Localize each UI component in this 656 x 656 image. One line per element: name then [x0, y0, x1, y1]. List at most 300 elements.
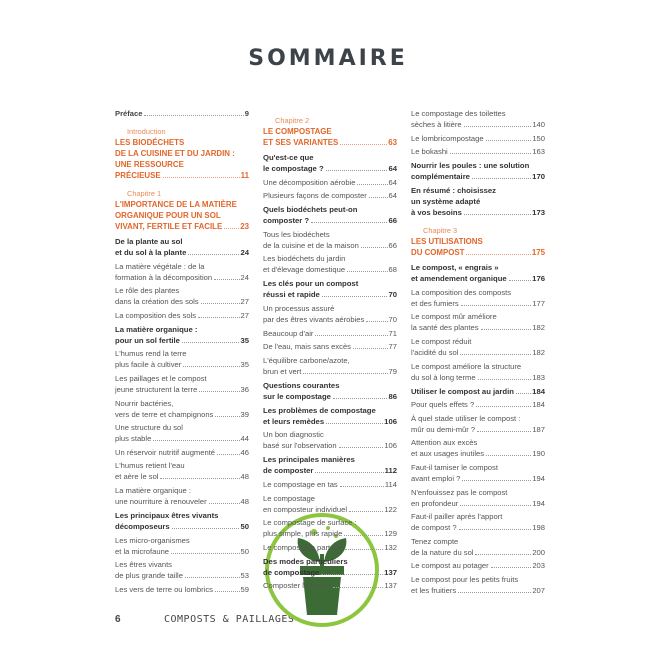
toc-chapter[interactable]	[263, 115, 397, 148]
page-ref: 194	[532, 498, 545, 508]
entry-text: dans la création des sols	[115, 297, 199, 307]
entry-text: de la cuisine et de la maison	[263, 240, 359, 250]
toc-item[interactable]	[115, 373, 249, 395]
entry-text: Des modes particuliers	[263, 556, 348, 566]
toc-item[interactable]	[115, 422, 249, 444]
dot-leader	[172, 521, 240, 529]
entry-text: Les paillages et le compost	[115, 373, 207, 383]
page-ref: 183	[532, 372, 545, 382]
toc-item[interactable]	[411, 133, 545, 144]
page-ref: 140	[532, 120, 545, 129]
entry-text: Le compostage en tas	[263, 479, 338, 489]
toc-item[interactable]	[263, 355, 397, 377]
dot-leader	[366, 314, 387, 322]
dot-leader	[326, 163, 388, 171]
dot-leader	[215, 584, 240, 592]
page-ref: 64	[388, 177, 397, 187]
dot-leader	[460, 498, 531, 506]
entry-text: À quel stade utiliser le compost :	[411, 413, 521, 423]
dot-leader	[460, 347, 531, 355]
toc-item[interactable]	[115, 348, 249, 370]
toc-section[interactable]	[263, 204, 397, 226]
dot-leader	[357, 177, 387, 185]
entry-text: Le compost améliore la structure	[411, 361, 522, 371]
toc-item[interactable]	[411, 413, 545, 435]
toc-section[interactable]	[263, 454, 397, 476]
entry-text: et du sol à la plante	[115, 248, 187, 257]
dot-leader	[486, 448, 531, 456]
page-ref: 68	[388, 265, 397, 275]
page-ref: 106	[384, 441, 397, 451]
page-ref: 36	[240, 384, 249, 394]
toc-section[interactable]	[263, 152, 397, 174]
entry-text: basé sur l'observation	[263, 441, 337, 451]
entry-text: complémentaire	[411, 172, 470, 182]
toc-item[interactable]	[263, 517, 397, 539]
entry-text: la santé des plantes	[411, 323, 479, 333]
entry-text: Les vers de terre ou lombrics	[115, 584, 213, 594]
page-ref: 59	[240, 584, 249, 594]
toc-item[interactable]	[411, 361, 545, 383]
toc-section[interactable]	[411, 160, 545, 182]
entry-text: Les principales manières	[263, 455, 355, 465]
page-ref: 79	[388, 366, 397, 376]
toc-column-2	[263, 108, 397, 594]
entry-text: Le compostage	[263, 493, 315, 503]
page-ref: 50	[240, 521, 249, 531]
toc-item[interactable]	[263, 328, 397, 339]
page-ref: 122	[384, 504, 397, 514]
dot-leader	[476, 399, 531, 407]
toc-section[interactable]	[115, 324, 249, 346]
entry-text: VIVANT, FERTILE ET FACILE	[115, 222, 223, 231]
page-ref: 175	[531, 248, 545, 258]
entry-text: Qu'est-ce que	[263, 153, 314, 162]
dot-leader	[353, 341, 388, 349]
page-ref: 70	[388, 314, 397, 324]
dot-leader	[185, 570, 240, 578]
dot-leader	[333, 580, 383, 588]
page-ref: 114	[384, 479, 397, 489]
page-ref: 24	[240, 248, 249, 257]
entry-text: L'humus rend la terre	[115, 349, 187, 359]
entry-text: N'enfouissez pas le compost	[411, 487, 508, 497]
dot-leader	[339, 440, 384, 448]
dot-leader	[349, 504, 383, 512]
page-ref: 200	[532, 547, 545, 557]
entry-text: et la microfaune	[115, 546, 170, 556]
toc-item[interactable]	[115, 485, 249, 507]
dot-leader	[486, 133, 532, 141]
toc-item[interactable]	[411, 311, 545, 333]
page-ref: 150	[532, 133, 545, 143]
dot-leader	[224, 221, 239, 229]
book-title: COMPOSTS & PAILLAGES	[164, 614, 295, 625]
entry-text: sur le compostage	[263, 391, 331, 401]
toc-item[interactable]	[411, 146, 545, 157]
page-ref: 203	[532, 561, 545, 571]
entry-text: Une structure du sol	[115, 423, 183, 433]
toc-item[interactable]	[263, 429, 397, 451]
toc-item[interactable]	[411, 574, 545, 596]
entry-text: Nourrir les poules : une solution	[411, 161, 530, 171]
entry-text: Nourrir bactéries,	[115, 398, 174, 408]
toc-item[interactable]	[411, 536, 545, 558]
page-ref: 198	[532, 523, 545, 533]
entry-text: le compostage ?	[263, 164, 324, 173]
entry-text: La matière organique :	[115, 324, 198, 334]
dot-leader	[315, 465, 383, 473]
dot-leader	[344, 528, 383, 536]
chapter-label: Chapitre 2	[275, 116, 310, 125]
dot-leader	[201, 296, 240, 304]
dot-leader	[333, 391, 388, 399]
entry-text: vers de terre et champignons	[115, 409, 214, 419]
dot-leader	[491, 560, 532, 568]
entry-text: Les problèmes de compostage	[263, 405, 376, 415]
entry-text: DE LA CUISINE ET DU JARDIN :	[115, 149, 235, 158]
entry-text: en profondeur	[411, 498, 459, 508]
entry-text: UNE RESSOURCE	[115, 160, 184, 169]
page-ref: 182	[532, 347, 545, 357]
entry-text: sèches à litière	[411, 120, 462, 129]
toc-chapter[interactable]	[115, 126, 249, 181]
entry-text: Le bokashi	[411, 147, 448, 157]
entry-text: et amendement organique	[411, 274, 507, 284]
entry-text: Un processus assuré	[263, 303, 335, 313]
dot-leader	[315, 328, 387, 336]
entry-text: L'équilibre carbone/azote,	[263, 355, 350, 365]
dot-leader	[345, 542, 384, 550]
dot-leader	[182, 335, 240, 343]
toc-item[interactable]	[263, 229, 397, 251]
entry-text: et d'élevage domestique	[263, 265, 346, 275]
entry-text: plus simple, plus rapide	[263, 529, 343, 539]
dot-leader	[450, 146, 532, 154]
entry-text: de compost ?	[411, 523, 457, 533]
page-ref: 35	[240, 335, 249, 345]
toc-item[interactable]	[263, 303, 397, 325]
entry-text: La matière végétale : de la	[115, 261, 205, 271]
entry-text: Tenez compte	[411, 536, 459, 546]
page-ref: 64	[388, 191, 397, 201]
page-ref: 70	[388, 290, 397, 300]
toc-item[interactable]	[263, 542, 397, 553]
entry-text: jeune structurent la terre	[115, 384, 198, 394]
entry-text: formation à la décomposition	[115, 272, 213, 282]
toc-section[interactable]	[411, 185, 545, 218]
dot-leader	[160, 471, 239, 479]
entry-text: de plus grande taille	[115, 571, 183, 581]
toc-section[interactable]	[263, 380, 397, 402]
entry-text: composter ?	[263, 216, 310, 226]
entry-text: Composter le fumier	[263, 581, 332, 591]
page-ref: 11	[240, 171, 249, 180]
toc-item[interactable]	[115, 310, 249, 321]
entry-text: Le rôle des plantes	[115, 286, 180, 296]
toc-item[interactable]	[411, 108, 545, 130]
toc-item[interactable]	[115, 535, 249, 557]
entry-text: Les micro-organismes	[115, 535, 190, 545]
toc-item[interactable]	[411, 462, 545, 484]
dot-leader	[459, 522, 532, 530]
entry-text: Les principaux êtres vivants	[115, 510, 219, 520]
entry-text: Les biodéchets du jardin	[263, 254, 346, 264]
dot-leader	[214, 272, 239, 280]
entry-text: LES BIODÉCHETS	[115, 138, 185, 147]
toc-item[interactable]	[263, 253, 397, 275]
page-ref: 48	[240, 496, 249, 506]
dot-leader	[462, 473, 531, 481]
toc-item[interactable]	[115, 447, 249, 458]
dot-leader	[516, 386, 531, 394]
entry-text: Beaucoup d'air	[263, 328, 314, 338]
toc-item[interactable]	[411, 336, 545, 358]
entry-text: un système adapté	[411, 197, 481, 207]
dot-leader	[509, 273, 531, 281]
entry-text: PRÉCIEUSE	[115, 171, 161, 180]
dot-leader	[477, 424, 531, 432]
toc-chapter[interactable]	[411, 225, 545, 258]
page-ref: 9	[244, 109, 249, 118]
toc-chapter[interactable]	[115, 188, 249, 232]
dot-leader	[478, 372, 532, 380]
page-ref: 64	[388, 164, 397, 173]
toc-item[interactable]	[411, 487, 545, 509]
dot-leader	[464, 207, 531, 215]
toc-item[interactable]	[263, 493, 397, 515]
page-ref: 106	[384, 416, 397, 426]
toc-column-1	[115, 108, 249, 597]
toc-section[interactable]	[115, 236, 249, 258]
entry-text: brun et vert	[263, 366, 302, 376]
entry-text: réussi et rapide	[263, 290, 320, 300]
page-ref: 129	[384, 529, 397, 539]
dot-leader	[171, 546, 240, 554]
page-ref: 71	[388, 328, 397, 338]
entry-text: Les clés pour un compost	[263, 279, 359, 289]
toc-item[interactable]	[411, 560, 545, 571]
entry-text: du sol à long terme	[411, 372, 476, 382]
page-ref: 190	[532, 449, 545, 459]
entry-text: Le compost pour les petits fruits	[411, 574, 519, 584]
entry-text: par des êtres vivants aérobies	[263, 314, 365, 324]
entry-text: Attention aux excès	[411, 438, 478, 448]
dot-leader	[340, 479, 384, 487]
toc-item[interactable]	[411, 437, 545, 459]
dot-leader	[458, 585, 531, 593]
entry-text: de la nature du sol	[411, 547, 474, 557]
page-ref: 177	[532, 298, 545, 308]
entry-text: De la plante au sol	[115, 237, 183, 246]
page-ref: 184	[532, 400, 545, 410]
page-ref: 132	[384, 542, 397, 552]
entry-text: Pour quels effets ?	[411, 400, 475, 410]
entry-text: Le compost réduit	[411, 336, 472, 346]
dot-leader	[217, 447, 240, 455]
page-ref: 24	[240, 272, 249, 282]
entry-text: Le lombricompostage	[411, 133, 484, 143]
page-ref: 35	[240, 360, 249, 370]
dot-leader	[321, 567, 383, 575]
dot-leader	[472, 171, 531, 179]
entry-text: La composition des sols	[115, 310, 197, 320]
dot-leader	[311, 215, 387, 223]
page-ref: 44	[240, 434, 249, 444]
entry-text: et des fumiers	[411, 298, 459, 308]
dot-leader	[347, 264, 387, 272]
page-ref: 23	[240, 222, 249, 231]
toc-item[interactable]	[263, 341, 397, 352]
dot-leader	[464, 119, 532, 127]
page-ref: 46	[240, 447, 249, 457]
toc-item[interactable]	[115, 398, 249, 420]
dot-leader	[199, 384, 239, 392]
chapter-label: Chapitre 1	[127, 189, 162, 198]
page-ref: 194	[532, 473, 545, 483]
dot-leader	[303, 366, 387, 374]
page-ref: 53	[240, 571, 249, 581]
toc-item[interactable]	[115, 559, 249, 581]
entry-text: Un réservoir nutritif augmenté	[115, 447, 216, 457]
dot-leader	[144, 108, 243, 116]
toc-item[interactable]	[115, 285, 249, 307]
page-ref: 163	[532, 147, 545, 157]
page-ref: 66	[388, 216, 397, 226]
dot-leader	[461, 298, 532, 306]
entry-text: une nourriture à renouveler	[115, 496, 207, 506]
chapter-label: Chapitre 3	[423, 226, 458, 236]
toc-section[interactable]	[263, 278, 397, 300]
dot-leader	[369, 190, 388, 198]
entry-text: plus stable	[115, 434, 152, 444]
toc-item[interactable]	[411, 287, 545, 309]
entry-text: et aère le sol	[115, 472, 159, 482]
dot-leader	[475, 547, 531, 555]
toc-item[interactable]	[115, 261, 249, 283]
entry-text: LES UTILISATIONS	[411, 237, 483, 247]
entry-text: L'IMPORTANCE DE LA MATIÈRE	[115, 200, 237, 209]
dot-leader	[215, 409, 239, 417]
entry-text: de compostage	[263, 567, 320, 577]
toc-item[interactable]	[263, 479, 397, 490]
toc-item[interactable]	[411, 399, 545, 410]
entry-text: Plusieurs façons de composter	[263, 191, 367, 201]
dot-leader	[163, 170, 240, 178]
dot-leader	[209, 496, 240, 504]
dot-leader	[322, 289, 388, 297]
entry-text: DU COMPOST	[411, 248, 465, 258]
page-ref: 187	[532, 424, 545, 434]
toc-item[interactable]	[115, 460, 249, 482]
entry-text: Un bon diagnostic	[263, 430, 324, 440]
entry-text: en composteur individuel	[263, 504, 348, 514]
dot-leader	[188, 247, 239, 255]
dot-leader	[361, 240, 388, 248]
toc-item[interactable]	[115, 108, 249, 119]
entry-text: ORGANIQUE POUR UN SOL	[115, 211, 221, 220]
entry-text: LE COMPOSTAGE	[263, 127, 332, 136]
toc-item[interactable]	[263, 177, 397, 188]
entry-text: Une décomposition aérobie	[263, 177, 356, 187]
toc-section[interactable]	[263, 405, 397, 427]
entry-text: mûr ou demi-mûr ?	[411, 424, 476, 434]
entry-text: Le compost au potager	[411, 561, 489, 571]
dot-leader	[153, 433, 239, 441]
entry-text: La matière organique :	[115, 485, 191, 495]
entry-text: Le compost, « engrais »	[411, 263, 499, 273]
dot-leader	[198, 310, 240, 318]
entry-text: plus facile à cultiver	[115, 360, 182, 370]
page-ref: 184	[532, 386, 545, 396]
entry-text: Questions courantes	[263, 380, 340, 390]
entry-text: décomposeurs	[115, 521, 170, 531]
entry-text: Faut-il tamiser le compost	[411, 462, 498, 472]
toc-section[interactable]	[115, 510, 249, 532]
page-title: SOMMAIRE	[248, 46, 408, 71]
chapter-label: Introduction	[127, 127, 166, 136]
entry-text: pour un sol fertile	[115, 335, 180, 345]
page-ref: 137	[384, 581, 397, 591]
page-ref: 182	[532, 323, 545, 333]
entry-text: l'acidité du sol	[411, 347, 459, 357]
dot-leader	[340, 137, 387, 145]
page-ref: 173	[532, 208, 545, 218]
page-ref: 50	[240, 546, 249, 556]
page-ref: 77	[388, 342, 397, 352]
dot-leader	[481, 322, 532, 330]
toc-section[interactable]	[411, 262, 545, 284]
page-ref: 112	[384, 466, 397, 476]
entry-text: Le compostage de surface :	[263, 518, 357, 528]
entry-text: ET SES VARIANTES	[263, 138, 339, 147]
toc-item[interactable]	[263, 190, 397, 201]
entry-text: En résumé : choisissez	[411, 186, 497, 196]
entry-text: Préface	[115, 109, 143, 118]
entry-text: avant emploi ?	[411, 473, 461, 483]
page-ref: 207	[532, 585, 545, 595]
entry-text: à vos besoins	[411, 208, 462, 218]
toc-section[interactable]	[411, 386, 545, 397]
toc-item[interactable]	[411, 511, 545, 533]
toc-section[interactable]	[263, 556, 397, 578]
page-ref: 137	[384, 567, 397, 577]
entry-text: de composter	[263, 466, 314, 476]
dot-leader	[466, 247, 530, 255]
page-ref: 66	[388, 240, 397, 250]
toc-column-3	[411, 108, 545, 599]
dot-leader	[326, 416, 383, 424]
entry-text: Quels biodéchets peut-on	[263, 205, 358, 215]
page-ref: 63	[388, 138, 397, 147]
page-ref: 170	[532, 172, 545, 182]
page-ref: 27	[240, 310, 249, 320]
entry-text: Le compost mûr améliore	[411, 312, 497, 322]
entry-text: Tous les biodéchets	[263, 229, 330, 239]
entry-text: De l'eau, mais sans excès	[263, 342, 351, 352]
entry-text: Utiliser le compost au jardin	[411, 386, 514, 396]
entry-text: et aux usages inutiles	[411, 449, 485, 459]
page-ref: 86	[388, 391, 397, 401]
entry-text: Le compostage partagé	[263, 542, 343, 552]
toc-item[interactable]	[115, 584, 249, 595]
entry-text: L'humus retient l'eau	[115, 461, 185, 471]
page-ref: 48	[240, 472, 249, 482]
entry-text: Faut-il pailler après l'apport	[411, 512, 503, 522]
entry-text: et les fruitiers	[411, 585, 457, 595]
toc-item[interactable]	[263, 580, 397, 591]
page-number: 6	[115, 614, 121, 625]
